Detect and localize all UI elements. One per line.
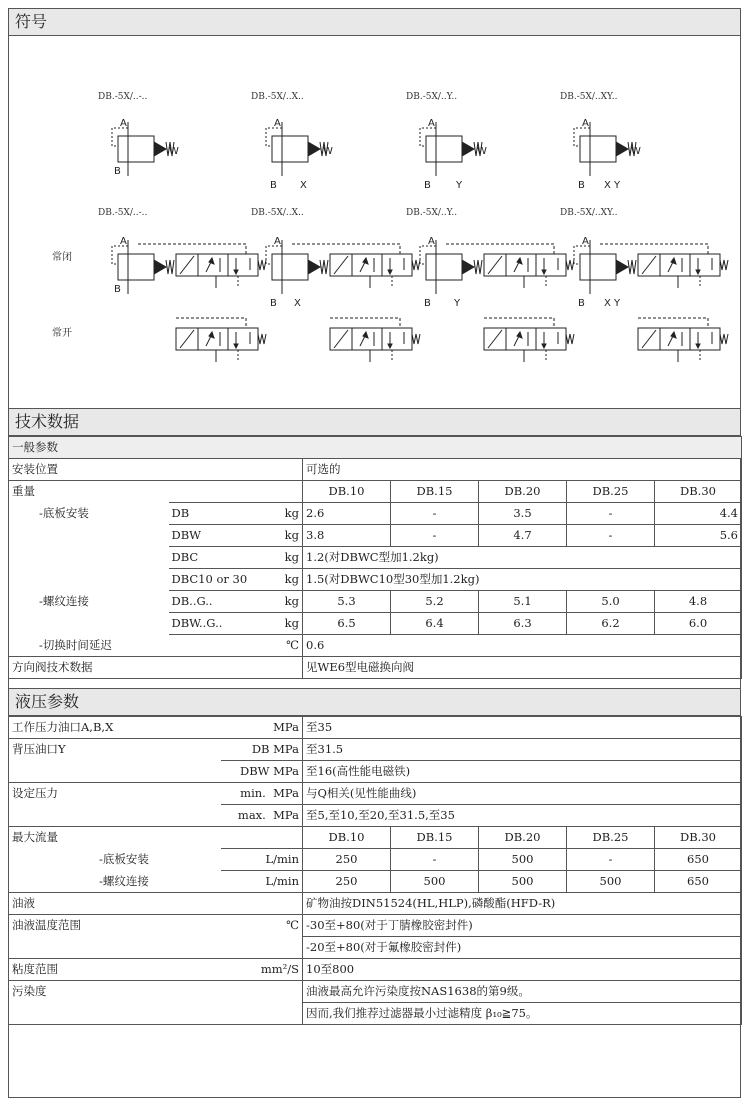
temp-range-label: 油液温度范围 [9,915,221,937]
unit: MPa [273,786,299,800]
unit: MPa [273,808,299,822]
svg-text:B: B [424,298,431,309]
subplate-label: -底板安装 [9,849,221,871]
svg-text:W: W [631,146,641,157]
svg-text:Y: Y [454,298,461,309]
weight-value: 1.5(对DBWC10型30型加1.2kg) [303,569,742,591]
weight-value: 5.6 [655,525,742,547]
back-pressure-dbw-value: 至16(高性能电磁铁) [303,761,742,783]
weight-value: 5.1 [479,591,567,613]
symbol-label: DB.-5X/..-.. [98,92,148,102]
work-pressure-label: 工作压力油口A,B,X [9,717,221,739]
svg-text:Y: Y [614,298,621,309]
flow-value: 500 [391,871,479,893]
hydraulic-symbols-drawing [8,36,741,408]
cleanliness-value: 油液最高允许污染度按NAS1638的第9级。 [303,981,742,1003]
hydraulic-params-table [8,716,742,1025]
viscosity-label: 粘度范围 [9,959,221,981]
port-w-label: W [169,146,179,157]
weight-value: 4.7 [479,525,567,547]
size-header: DB.25 [567,827,655,849]
size-header: DB.10 [303,827,391,849]
symbol-label: DB.-5X/..Y.. [406,208,458,218]
temp-range-value: -30至+80(对于丁腈橡胶密封件) [303,915,742,937]
unit: L/min [221,849,303,871]
weight-value: 3.8 [303,525,391,547]
min-label: min. [240,786,266,800]
valve-value: 见WE6型电磁换向阀 [303,657,742,679]
size-header: DB.25 [567,481,655,503]
weight-value: 3.5 [479,503,567,525]
svg-text:B: B [578,298,585,309]
unit: L/min [221,871,303,893]
weight-value: - [391,525,479,547]
size-header: DB.15 [391,481,479,503]
svg-text:W: W [323,146,333,157]
general-params-table [8,436,742,679]
unit: kg [269,569,303,591]
delay-label: -切换时间延迟 [9,635,269,657]
weight-value: 4.8 [655,591,742,613]
weight-value: 4.4 [655,503,742,525]
variant-name: DBW [169,525,269,547]
unit: kg [269,591,303,613]
section-header-technical: 技术数据 [8,408,741,436]
flow-value: 650 [655,849,742,871]
symbol-label: DB.-5X/..X.. [251,92,304,102]
fluid-value: 矿物油按DIN51524(HL,HLP),磷酸酯(HFD-R) [303,893,742,915]
size-header: DB.30 [655,481,742,503]
weight-value: 6.2 [567,613,655,635]
svg-text:A: A [428,236,435,247]
symbol-label: DB.-5X/..Y.. [406,92,458,102]
size-header: DB.10 [303,481,391,503]
max-label: max. [237,808,266,822]
variant-name: DBC [169,547,269,569]
weight-value: 2.6 [303,503,391,525]
weight-value: 6.4 [391,613,479,635]
cleanliness-value: 因而,我们推荐过滤器最小过滤精度 β₁₀≧75。 [303,1003,742,1025]
back-pressure-label: 背压油口Y [9,739,221,761]
max-flow-label: 最大流量 [9,827,303,849]
unit: kg [269,525,303,547]
weight-value: 6.0 [655,613,742,635]
back-pressure-value: 至31.5 [303,739,742,761]
symbol-label: DB.-5X/..XY.. [560,92,618,102]
weight-value: - [567,503,655,525]
svg-text:B: B [578,180,585,191]
flow-value: - [391,849,479,871]
svg-text:A: A [274,118,281,129]
svg-text:W: W [477,146,487,157]
svg-text:B: B [424,180,431,191]
unit: ℃ [221,915,303,937]
weight-value: 6.3 [479,613,567,635]
svg-text:X: X [604,180,611,191]
svg-text:X: X [294,298,301,309]
weight-value: - [567,525,655,547]
normally-open-label: 常开 [52,328,72,339]
svg-text:B: B [114,284,121,295]
svg-text:B: B [270,298,277,309]
work-pressure-value: 至35 [303,717,742,739]
symbol-label: DB.-5X/..X.. [251,208,304,218]
weight-value: 5.2 [391,591,479,613]
unit: DBW MPa [221,761,303,783]
valve-label: 方向阀技术数据 [9,657,303,679]
subplate-label: -底板安装 [9,503,169,525]
svg-text:B: B [270,180,277,191]
variant-name: DBC10 or 30 [169,569,269,591]
variant-name: DBW..G.. [169,613,269,635]
symbol-label: DB.-5X/..-.. [98,208,148,218]
svg-text:A: A [120,236,127,247]
size-header: DB.20 [479,827,567,849]
svg-text:Y: Y [456,180,463,191]
section-header-hydraulic: 液压参数 [8,688,741,716]
general-title: 一般参数 [9,437,742,459]
viscosity-value: 10至800 [303,959,742,981]
svg-text:A: A [582,118,589,129]
fluid-label: 油液 [9,893,303,915]
port-b-label: B [114,166,121,177]
weight-value: 1.2(对DBWC型加1.2kg) [303,547,742,569]
delay-value: 0.6 [303,635,742,657]
flow-value: - [567,849,655,871]
flow-value: 500 [567,871,655,893]
temp-range-value: -20至+80(对于氟橡胶密封件) [303,937,742,959]
install-pos-label: 安装位置 [9,459,303,481]
unit: kg [269,613,303,635]
flow-value: 500 [479,849,567,871]
flow-value: 500 [479,871,567,893]
set-pressure-label: 设定压力 [9,783,221,805]
port-a-label: A [120,118,127,129]
flow-value: 250 [303,849,391,871]
variant-name: DB [169,503,269,525]
weight-value: 6.5 [303,613,391,635]
weight-value: 5.3 [303,591,391,613]
thread-label: -螺纹连接 [9,591,169,613]
svg-text:A: A [274,236,281,247]
unit: MPa [221,717,303,739]
unit: ℃ [269,635,303,657]
unit: mm²/S [221,959,303,981]
flow-value: 250 [303,871,391,893]
symbol-label: DB.-5X/..XY.. [560,208,618,218]
flow-value: 650 [655,871,742,893]
symbols-area [8,36,741,408]
thread-label: -螺纹连接 [9,871,221,893]
normally-closed-label: 常闭 [52,252,72,263]
weight-label: 重量 [9,481,303,503]
install-pos-value: 可选的 [303,459,742,481]
weight-value: - [391,503,479,525]
svg-text:X: X [604,298,611,309]
weight-value: 5.0 [567,591,655,613]
unit: kg [269,547,303,569]
cleanliness-label: 污染度 [9,981,303,1003]
svg-text:A: A [582,236,589,247]
set-pressure-min-value: 与Q相关(见性能曲线) [303,783,742,805]
variant-name: DB..G.. [169,591,269,613]
svg-text:Y: Y [614,180,621,191]
svg-text:X: X [300,180,307,191]
set-pressure-max-value: 至5,至10,至20,至31.5,至35 [303,805,742,827]
size-header: DB.20 [479,481,567,503]
unit: DB MPa [221,739,303,761]
section-header-symbols: 符号 [8,8,741,36]
size-header: DB.15 [391,827,479,849]
svg-text:A: A [428,118,435,129]
unit: kg [269,503,303,525]
size-header: DB.30 [655,827,742,849]
